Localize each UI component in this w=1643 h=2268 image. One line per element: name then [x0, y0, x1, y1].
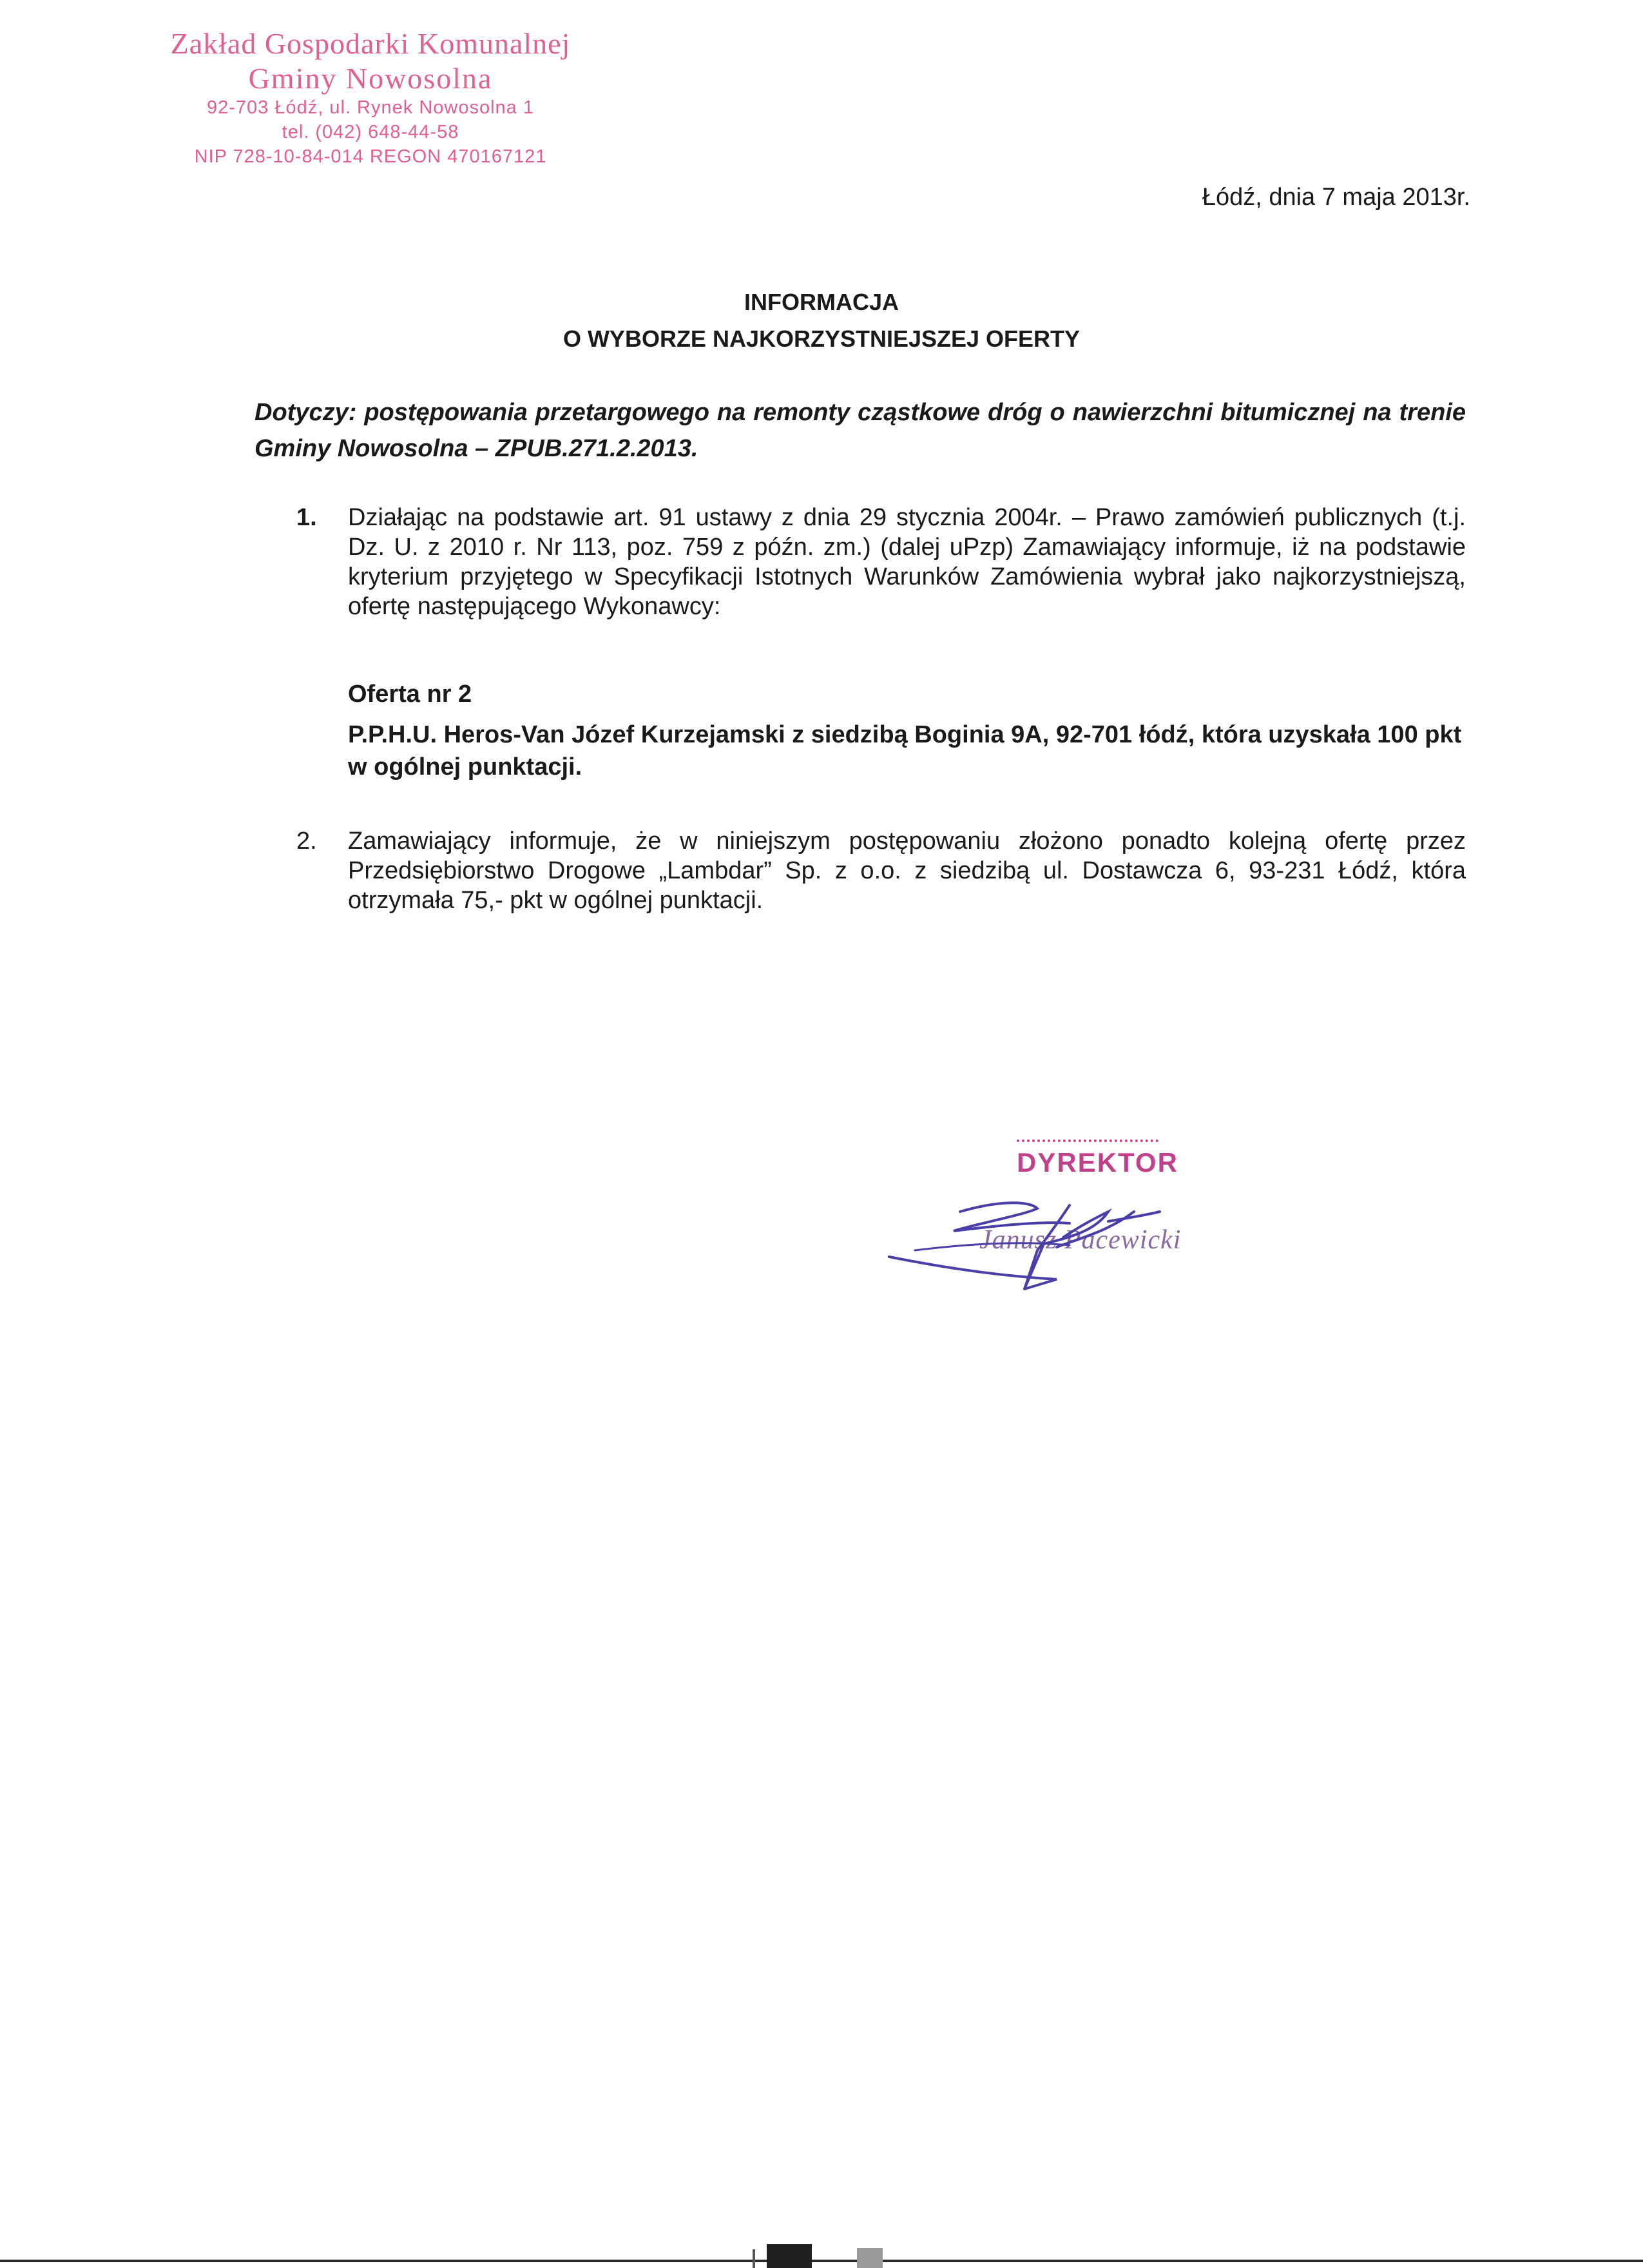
stamp-dotted-line — [1017, 1139, 1158, 1146]
list-item-text: Zamawiający informuje, że w niniejszym postępowaniu złożono ponadto kolejną ofertę przez Przedsiębiorstwo Drogowe „Lambdar” Sp. z o.o. z siedzibą ul. Dostawcza 6, 93-231 Łódź, która otrzymała 75,- pkt w ogólnej punktacji. — [348, 828, 1466, 914]
document-date: Łódź, dnia 7 maja 2013r. — [1202, 184, 1470, 211]
scan-mark — [857, 2248, 883, 2268]
offer-number: Oferta nr 2 — [348, 681, 472, 708]
document-title: INFORMACJA — [744, 289, 899, 315]
list-item-number: 2. — [296, 828, 317, 855]
subject-paragraph: Dotyczy: postępowania przetargowego na remonty cząstkowe dróg o nawierzchni bitumicznej na trenie Gminy Nowosolna – ZPUB.271.2.2013. — [255, 399, 1466, 462]
list-item — [296, 826, 1466, 915]
list-item-number: 1. — [296, 504, 317, 531]
scan-mark — [753, 2249, 755, 2268]
stamp-line-company: Zakład Gospodarki Komunalnej — [170, 27, 571, 60]
stamp-line-tax-ids: NIP 728-10-84-014 REGON 470167121 — [194, 146, 547, 167]
stamp-line-phone: tel. (042) 648-44-58 — [282, 122, 459, 142]
scan-border-line — [0, 2260, 1643, 2262]
handwritten-signature-icon — [876, 1186, 1211, 1302]
letterhead-stamp — [145, 26, 596, 169]
director-stamp: DYREKTOR — [1017, 1147, 1178, 1178]
document-subtitle: O WYBORZE NAJKORZYSTNIEJSZEJ OFERTY — [562, 325, 1081, 352]
stamp-line-municipality: Gminy Nowosolna — [248, 62, 493, 95]
stamp-line-address: 92-703 Łódź, ul. Rynek Nowosolna 1 — [207, 97, 534, 118]
list-item — [296, 503, 1466, 621]
offer-description: P.P.H.U. Heros-Van Józef Kurzejamski z siedzibą Boginia 9A, 92-701 łódź, która uzyskała 100 pkt w ogólnej punktacji. — [348, 721, 1462, 780]
director-name-stamp: Janusz Pacewicki — [979, 1225, 1182, 1255]
list-item-text: Działając na podstawie art. 91 ustawy z dnia 29 stycznia 2004r. – Prawo zamówień publicznych (t.j. Dz. U. z 2010 r. Nr 113, poz. 759 z późn. zm.) (dalej uPzp) Zamawiający informuje, iż na podstawie kryterium przyjętego w Specyfikacji Istotnych Warunków Zamówienia wybrał jako najkorzystniejszą, ofertę następującego Wykonawcy: — [348, 504, 1466, 620]
scan-mark — [767, 2244, 812, 2268]
